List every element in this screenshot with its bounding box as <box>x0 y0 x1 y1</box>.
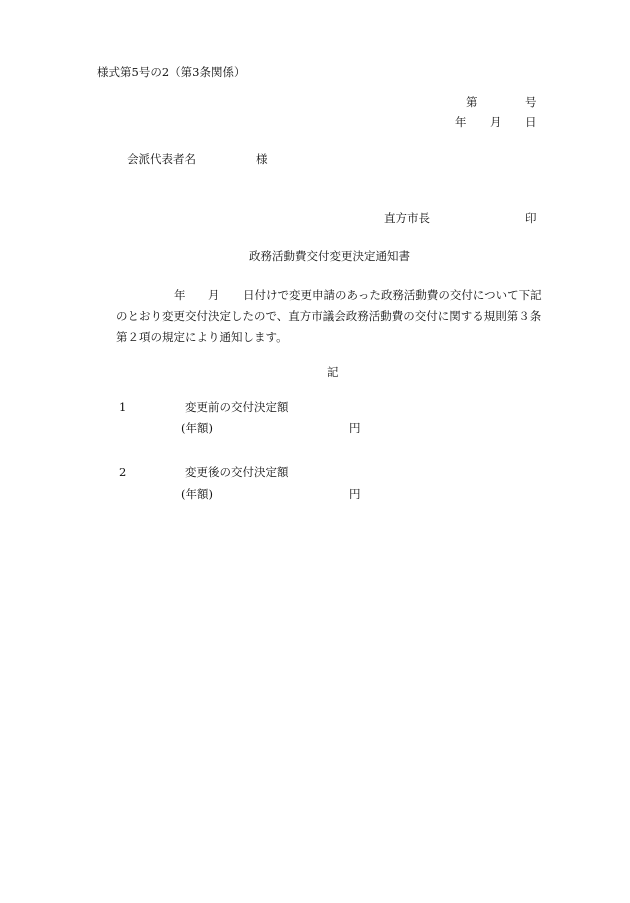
item-label: 変更後の交付決定額 <box>185 465 289 479</box>
issuer-title: 直方市長 <box>384 211 430 225</box>
item-yen: 円 <box>349 421 361 435</box>
body-line3: 第２項の規定により通知します。 <box>116 330 288 344</box>
date-month: 月 <box>490 115 502 129</box>
item-annual: (年額) <box>181 487 213 501</box>
body-year: 年 <box>174 288 186 302</box>
body-month: 月 <box>208 288 220 302</box>
form-label: 様式第5号の2（第3条関係） <box>97 65 246 79</box>
body-line1: 日付けで変更申請のあった政務活動費の交付について下記 <box>243 288 542 302</box>
item-annual: (年額) <box>181 421 213 435</box>
item-label: 変更前の交付決定額 <box>185 400 289 414</box>
item-yen: 円 <box>349 487 361 501</box>
date-day: 日 <box>525 115 537 129</box>
number-dai: 第 <box>466 95 478 109</box>
addressee-name: 会派代表者名 <box>127 152 196 166</box>
seal-mark: 印 <box>525 211 537 225</box>
date-year: 年 <box>455 115 467 129</box>
addressee-honorific: 様 <box>256 152 268 166</box>
document-title: 政務活動費交付変更決定通知書 <box>249 249 410 263</box>
body-line2: のとおり変更交付決定したので、直方市議会政務活動費の交付に関する規則第３条 <box>116 309 542 323</box>
item-number: 2 <box>119 465 127 479</box>
item-number: 1 <box>119 400 127 414</box>
number-go: 号 <box>525 95 537 109</box>
ki-heading: 記 <box>327 365 339 379</box>
